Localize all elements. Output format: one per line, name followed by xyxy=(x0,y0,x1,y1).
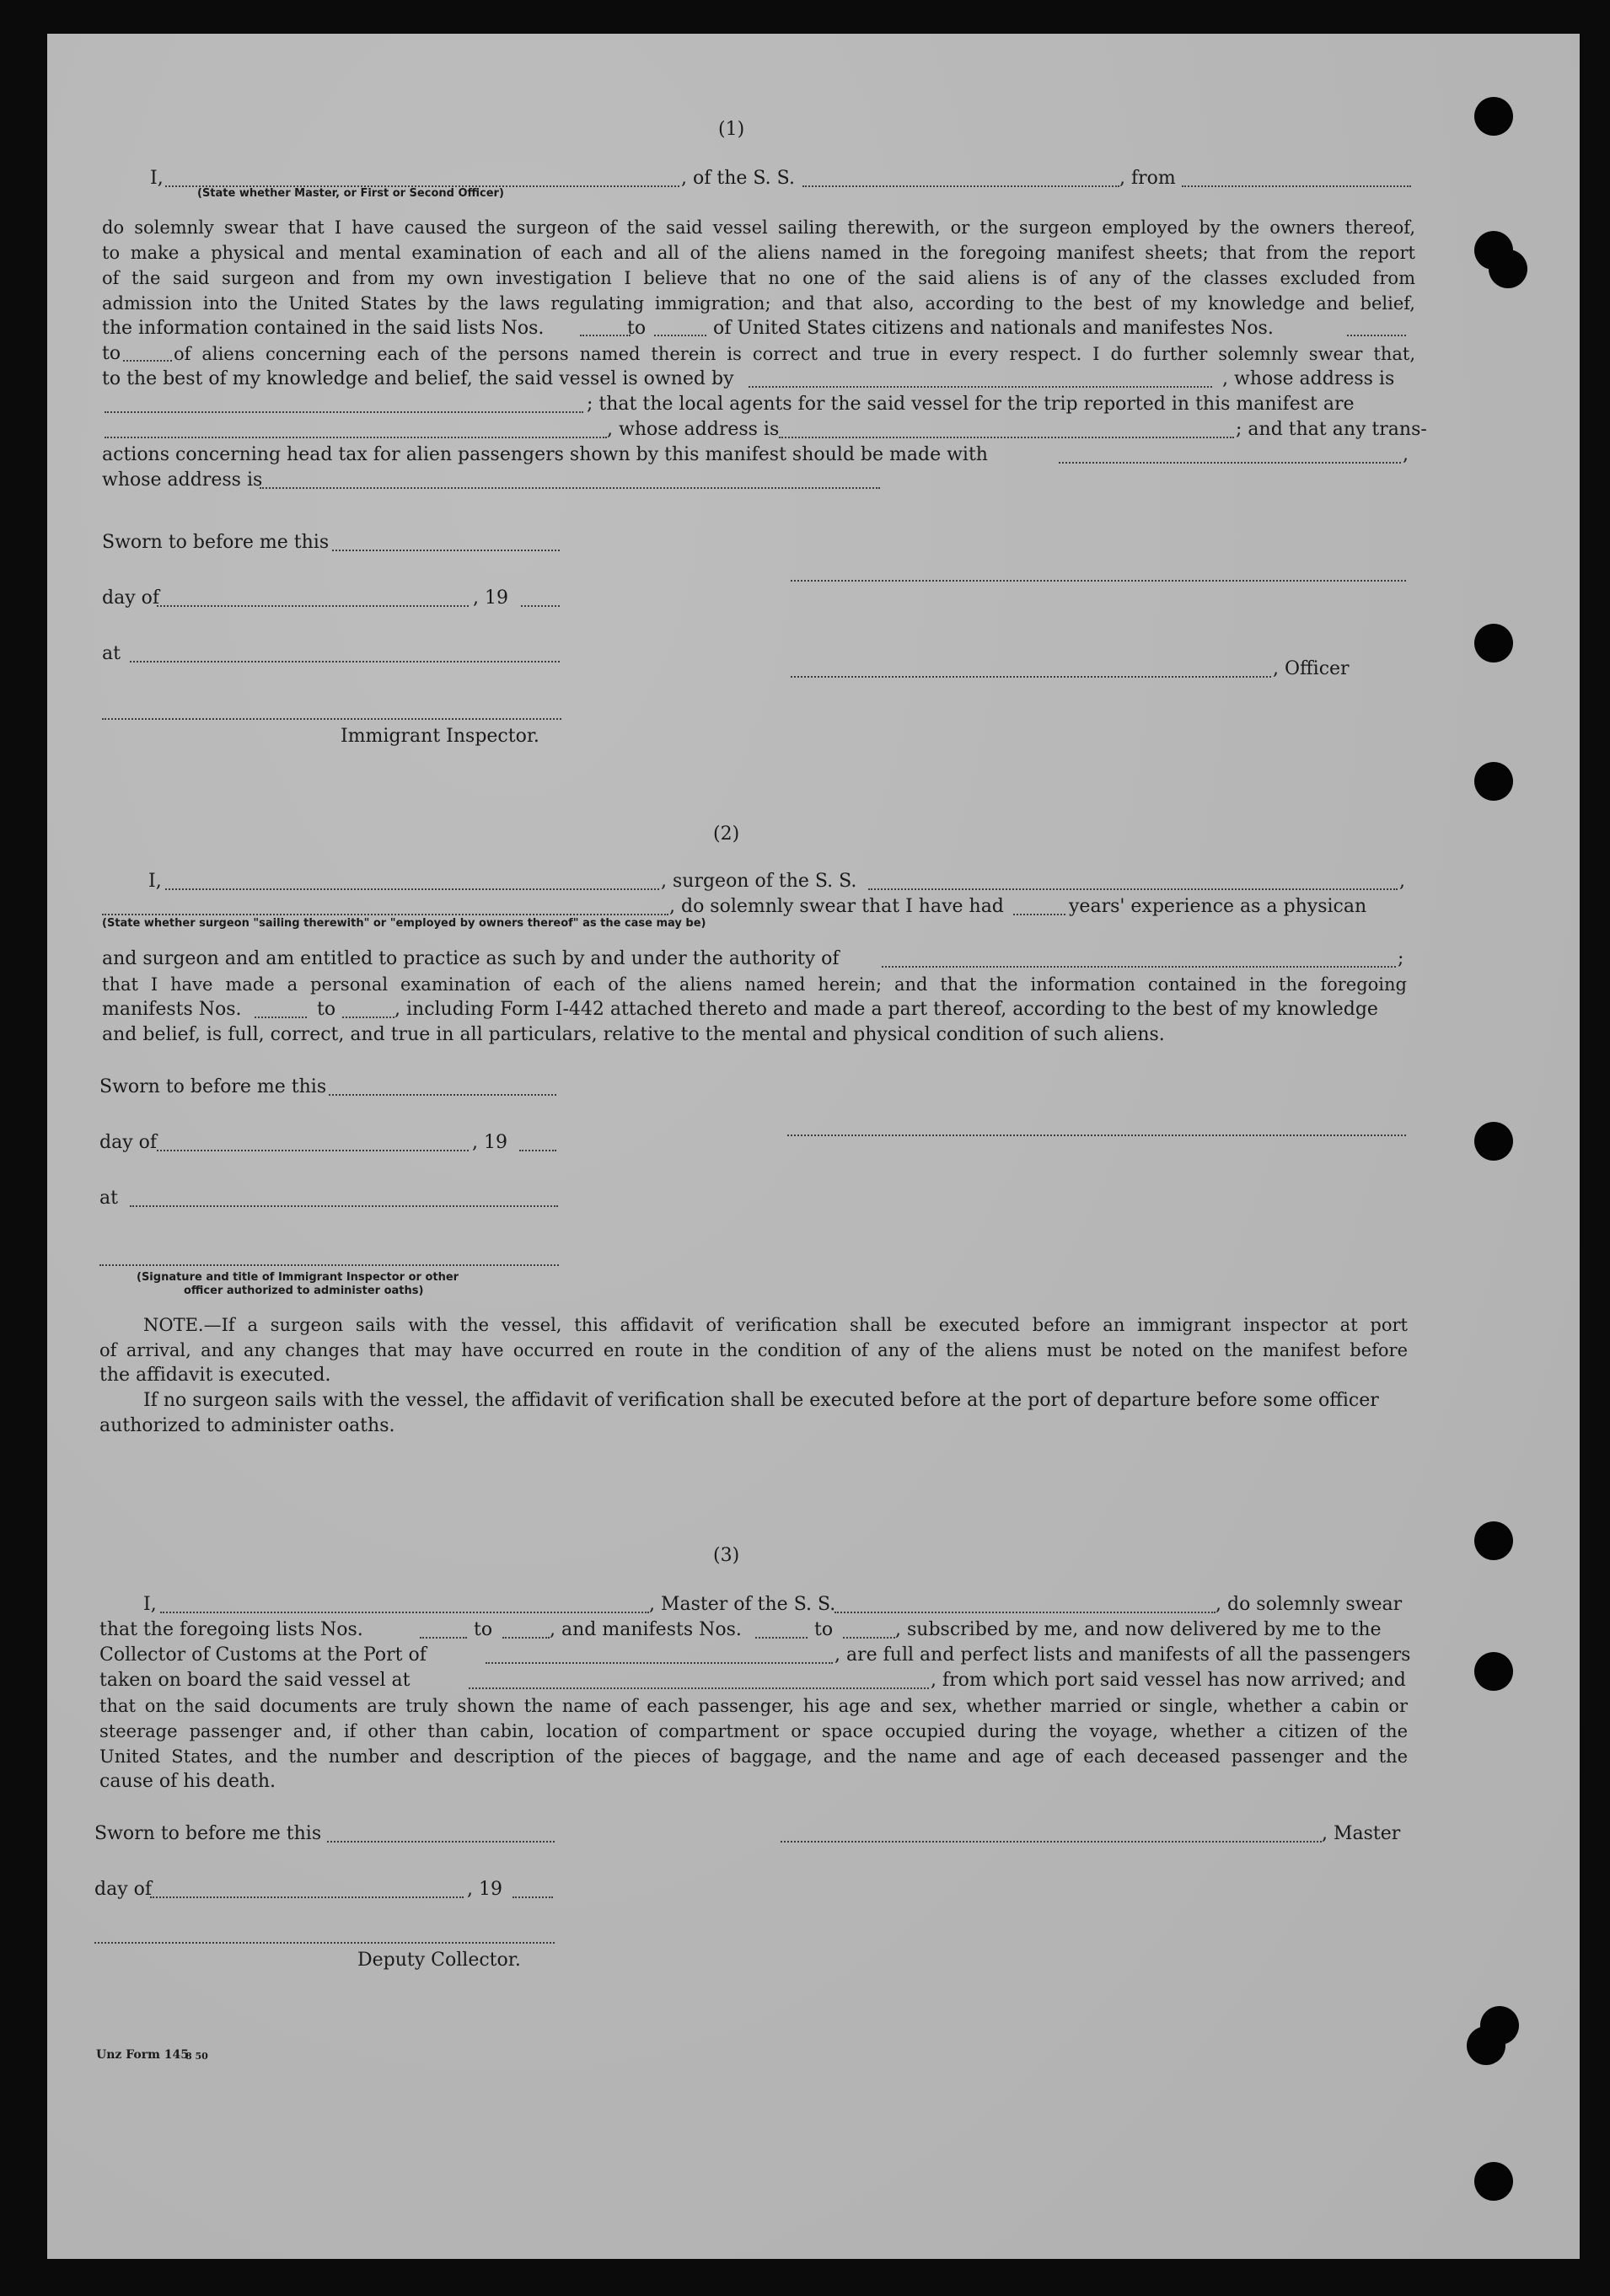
place-field-2[interactable] xyxy=(130,1205,558,1207)
surgeon-comma: , xyxy=(1399,871,1405,892)
owned-by-label: to the best of my knowledge and belief, the said vessel is owned by xyxy=(102,368,734,389)
year-label-2: , 19 xyxy=(472,1132,507,1153)
lists-from-field-3[interactable] xyxy=(420,1637,467,1639)
subscribed-label: , subscribed by me, and now delivered by me to the xyxy=(895,1619,1382,1640)
sworn-label-1: Sworn to before me this xyxy=(102,532,330,553)
day-of-label-1: day of xyxy=(102,587,160,609)
documents-line: that on the said documents are truly shown the name of each passenger, his age and sex, whether married or single, whether a cabin or xyxy=(99,1696,1408,1716)
authority-semicolon: ; xyxy=(1398,948,1404,969)
head-tax-field[interactable] xyxy=(1059,462,1401,464)
transactions-label: ; and that any trans- xyxy=(1236,419,1427,440)
surgeon-ship-field[interactable] xyxy=(868,888,1398,890)
lists-to-label-3: to xyxy=(474,1619,493,1640)
signature-note-line-1: (Signature and title of Immigrant Inspector or other xyxy=(137,1271,459,1284)
collector-port-field[interactable] xyxy=(486,1662,833,1664)
manifests-from-field[interactable] xyxy=(1347,335,1406,336)
month-field-1[interactable] xyxy=(157,605,469,607)
year-label-3: , 19 xyxy=(467,1879,502,1900)
section-3-number: (3) xyxy=(713,1545,740,1566)
solemnly-swear-label: , do solemnly swear that I have had xyxy=(669,896,1004,917)
documents-line: United States, and the number and description of the pieces of baggage, and the name and age of each deceased passenger and the xyxy=(99,1746,1408,1767)
sworn-day-field-3[interactable] xyxy=(327,1841,555,1843)
inspector-signature-field-2[interactable] xyxy=(99,1264,559,1266)
punch-hole xyxy=(1474,97,1513,136)
deputy-signature-field[interactable] xyxy=(94,1942,555,1944)
master-name-field[interactable] xyxy=(160,1612,649,1613)
whose-address-label: whose address is xyxy=(102,469,263,491)
note-line: the affidavit is executed. xyxy=(99,1365,331,1386)
surgeon-type-note: (State whether surgeon "sailing therewith" or "employed by owners thereof" as the case may be) xyxy=(102,917,706,930)
punch-hole xyxy=(1489,249,1527,288)
owner-address-label: , whose address is xyxy=(1222,368,1395,389)
lists-from-field[interactable] xyxy=(580,335,631,336)
manifests-to-label: to xyxy=(317,999,336,1020)
signature-note-line-2: officer authorized to administer oaths) xyxy=(184,1285,424,1297)
lists-to-field[interactable] xyxy=(654,335,706,336)
lists-nos-label: that the foregoing lists Nos. xyxy=(99,1619,363,1640)
authority-label: and surgeon and am entitled to practice as such by and under the authority of xyxy=(102,948,840,969)
oath-i-label: I, xyxy=(150,168,164,189)
at-label-2: at xyxy=(99,1188,118,1209)
owner-field[interactable] xyxy=(749,386,1212,388)
master-label: , Master xyxy=(1322,1823,1401,1844)
sworn-label-2: Sworn to before me this xyxy=(99,1076,327,1097)
manifests-from-field-3[interactable] xyxy=(755,1637,808,1639)
from-port-field[interactable] xyxy=(1182,185,1411,187)
full-lists-label: , are full and perfect lists and manifests of all the passengers xyxy=(835,1644,1411,1666)
head-tax-address-field[interactable] xyxy=(260,487,880,489)
punch-hole xyxy=(1474,1521,1513,1560)
year-field-1[interactable] xyxy=(521,605,560,607)
head-tax-comma: , xyxy=(1403,444,1409,465)
day-of-label-2: day of xyxy=(99,1132,158,1153)
to-label: to xyxy=(102,343,121,364)
embarkation-port-field[interactable] xyxy=(469,1687,929,1689)
sworn-label-3: Sworn to before me this xyxy=(94,1823,322,1844)
deputy-collector-label: Deputy Collector. xyxy=(357,1950,521,1971)
surgeon-of-label: , surgeon of the S. S. xyxy=(661,871,857,892)
officer-rank-note: (State whether Master, or First or Second Officer) xyxy=(197,187,504,200)
info-citizens-label: of United States citizens and nationals and manifestes Nos. xyxy=(713,318,1274,339)
authority-field[interactable] xyxy=(882,966,1396,968)
years-field[interactable] xyxy=(1013,914,1065,915)
agents-address-field[interactable] xyxy=(779,437,1234,438)
taken-on-board-label: taken on board the said vessel at xyxy=(99,1670,411,1691)
oath-paragraph-line: do solemnly swear that I have caused the surgeon of the said vessel sailing therewith, or the surgeon employed by the owners thereof, xyxy=(102,217,1415,238)
punch-hole xyxy=(1474,762,1513,801)
of-ss-label: , of the S. S. xyxy=(681,168,795,189)
info-to-label: to xyxy=(627,318,647,339)
manifests-to-field-2[interactable] xyxy=(342,1017,394,1018)
manifests-label: manifests Nos. xyxy=(102,999,242,1020)
punch-hole xyxy=(1467,2026,1505,2065)
sworn-day-field-1[interactable] xyxy=(332,550,560,551)
surgeon-type-field[interactable] xyxy=(102,914,668,915)
month-field-2[interactable] xyxy=(157,1150,469,1151)
oath-paragraph-line: admission into the United States by the laws regulating immigration; and that also, according to the best of my knowledge and belief, xyxy=(102,293,1415,314)
sworn-day-field-2[interactable] xyxy=(329,1094,556,1096)
surgeon-i-label: I, xyxy=(148,871,162,892)
aliens-line: of aliens concerning each of the persons named therein is correct and true in every respect. I do further solemnly swear that, xyxy=(174,344,1415,364)
form-print-code: 8 50 xyxy=(185,2051,208,2062)
at-label-1: at xyxy=(102,643,121,664)
immigrant-inspector-label: Immigrant Inspector. xyxy=(341,726,539,747)
belief-line: and belief, is full, correct, and true in all particulars, relative to the mental and physical condition of such aliens. xyxy=(102,1024,1165,1045)
oath-paragraph-line: to make a physical and mental examination of each and all of the aliens named in the foregoing manifest sheets; that from the report xyxy=(102,243,1415,263)
master-of-label: , Master of the S. S. xyxy=(649,1594,836,1615)
officer-signature-field[interactable] xyxy=(791,676,1271,678)
place-field-1[interactable] xyxy=(130,661,560,663)
agents-field[interactable] xyxy=(105,437,607,438)
note-line: of arrival, and any changes that may have occurred en route in the condition of any of the aliens must be noted on the manifest before xyxy=(99,1340,1408,1360)
collector-label: Collector of Customs at the Port of xyxy=(99,1644,427,1666)
do-solemnly-swear-label: , do solemnly swear xyxy=(1216,1594,1403,1615)
punch-hole xyxy=(1474,1122,1513,1161)
info-lists-label: the information contained in the said lists Nos. xyxy=(102,318,545,339)
ship-name-field[interactable] xyxy=(802,185,1119,187)
oath-paragraph-line: of the said surgeon and from my own investigation I believe that no one of the said aliens is of any of the classes excluded from xyxy=(102,268,1415,288)
officer-label: , Officer xyxy=(1273,658,1350,679)
section-2-number: (2) xyxy=(713,823,740,845)
form-number: Unz Form 145 xyxy=(96,2048,190,2062)
experience-label: years' experience as a physican xyxy=(1069,896,1367,917)
manifests-to-field[interactable] xyxy=(123,360,172,362)
section-1-number: (1) xyxy=(718,119,745,140)
documents-line: cause of his death. xyxy=(99,1771,276,1792)
note-no-surgeon-line: If no surgeon sails with the vessel, the affidavit of verification shall be executed before at the port of departure before some officer xyxy=(143,1390,1379,1411)
master-i-label: I, xyxy=(143,1594,157,1615)
manifests-to-field-3[interactable] xyxy=(843,1637,895,1639)
inspector-signature-field-1[interactable] xyxy=(102,718,561,720)
documents-line: steerage passenger and, if other than cabin, location of compartment or space occupied during the voyage, whether a citizen of the xyxy=(99,1721,1408,1741)
agents-address-label: , whose address is xyxy=(607,419,780,440)
arrived-label: , from which port said vessel has now arrived; and xyxy=(931,1670,1406,1691)
note-line: NOTE.—If a surgeon sails with the vessel, this affidavit of verification shall be executed before an immigrant inspector at port xyxy=(143,1315,1408,1335)
owner-address-field[interactable] xyxy=(105,411,583,413)
punch-hole xyxy=(1474,2162,1513,2201)
from-label: , from xyxy=(1119,168,1176,189)
punch-hole xyxy=(1474,624,1513,663)
master-signature-field[interactable] xyxy=(781,1841,1322,1843)
manifests-nos-label-3: , and manifests Nos. xyxy=(550,1619,742,1640)
form-i442-label: , including Form I-442 attached thereto and made a part thereof, according to the best of my knowledge xyxy=(394,999,1378,1020)
day-of-label-3: day of xyxy=(94,1879,153,1900)
examination-line: that I have made a personal examination of each of the aliens named herein; and that the information contained in the foregoing xyxy=(102,974,1407,995)
head-tax-label: actions concerning head tax for alien passengers shown by this manifest should be made with xyxy=(102,444,988,465)
officer-signature-line-top[interactable] xyxy=(791,580,1406,582)
year-field-3[interactable] xyxy=(513,1896,553,1898)
year-field-2[interactable] xyxy=(519,1150,556,1151)
surgeon-signature-field[interactable] xyxy=(787,1135,1406,1136)
manifests-from-field-2[interactable] xyxy=(255,1017,307,1018)
month-field-3[interactable] xyxy=(150,1896,464,1898)
note-no-surgeon-line: authorized to administer oaths. xyxy=(99,1415,395,1436)
manifests-to-label-3: to xyxy=(814,1619,834,1640)
agents-label: ; that the local agents for the said vessel for the trip reported in this manifest are xyxy=(587,394,1355,415)
surgeon-name-field[interactable] xyxy=(165,888,659,890)
year-label-1: , 19 xyxy=(473,587,508,609)
punch-hole xyxy=(1474,1652,1513,1691)
master-ship-field[interactable] xyxy=(835,1612,1216,1613)
form-sheet xyxy=(47,34,1580,2259)
lists-to-field-3[interactable] xyxy=(502,1637,550,1639)
